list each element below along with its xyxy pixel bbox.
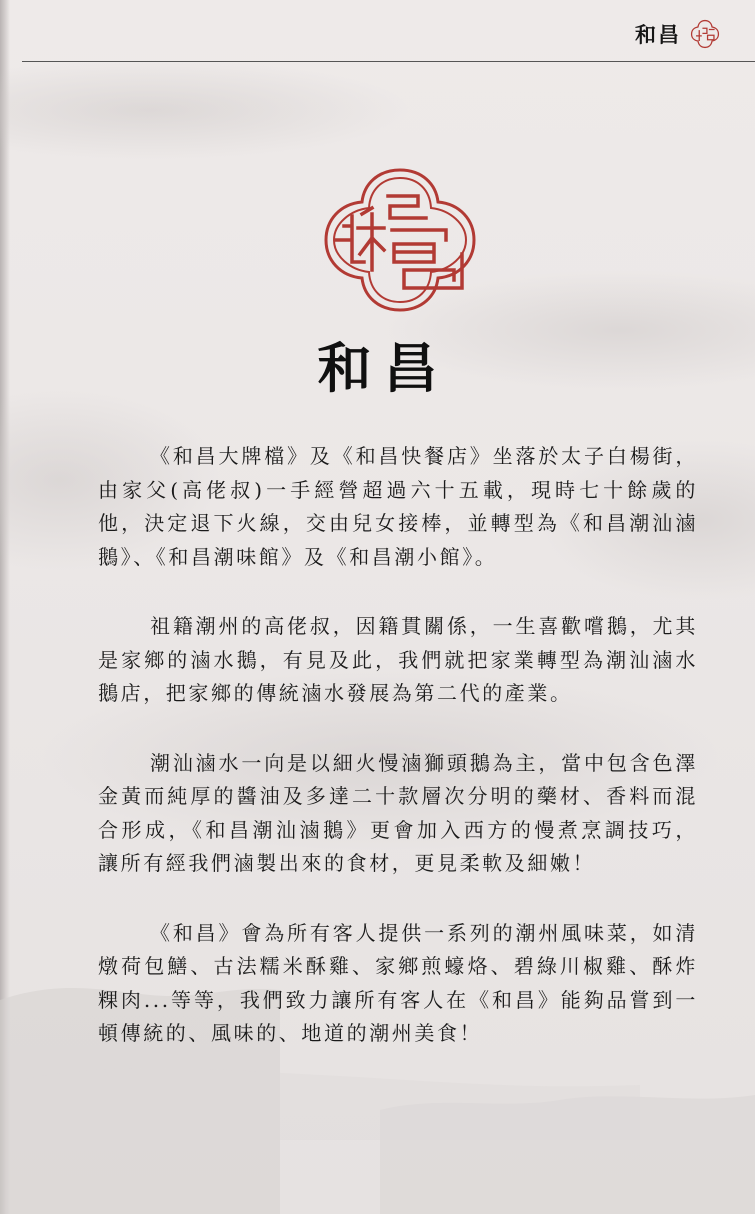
brand-name: 和昌	[317, 336, 450, 400]
intro-paragraph-2: 祖籍潮州的高佬叔，因籍貫關係，一生喜歡嚐鵝，尤其是家鄉的滷水鵝，有見及此，我們就把家業轉型為潮汕滷水鵝店，把家鄉的傳統滷水發展為第二代的產業。	[98, 614, 698, 705]
header-divider	[22, 61, 755, 62]
he-chang-seal-icon	[689, 18, 721, 50]
intro-paragraph-1: 《和昌大牌檔》及《和昌快餐店》坐落於太子白楊街，由家父(高佬叔)一手經營超過六十五載，現時七十餘歲的他，決定退下火線，交由兒女接棒，並轉型為《和昌潮汕滷鵝》、《和昌潮味館》及《和昌潮小館》。	[98, 444, 698, 569]
intro-paragraph-4: 《和昌》會為所有客人提供一系列的潮州風味菜，如清燉荷包鱔、古法糯米酥雞、家鄉煎蠔烙、碧綠川椒雞、酥炸粿肉...等等，我們致力讓所有客人在《和昌》能夠品嘗到一頓傳統的、風味的、地道的潮州美食！	[98, 920, 698, 1045]
he-chang-seal-icon	[322, 166, 478, 314]
header-brand-title: 和昌	[635, 22, 681, 47]
page-header	[635, 14, 721, 54]
intro-paragraph-3: 潮汕滷水一向是以細火慢滷獅頭鵝為主，當中包含色澤金黃而純厚的醬油及多達二十款層次分明的藥材、香料而混合形成，《和昌潮汕滷鵝》更會加入西方的慢煮烹調技巧，讓所有經我們滷製出來的食材，更見柔軟及細嫩！	[98, 750, 698, 875]
intro-text	[98, 440, 698, 1087]
